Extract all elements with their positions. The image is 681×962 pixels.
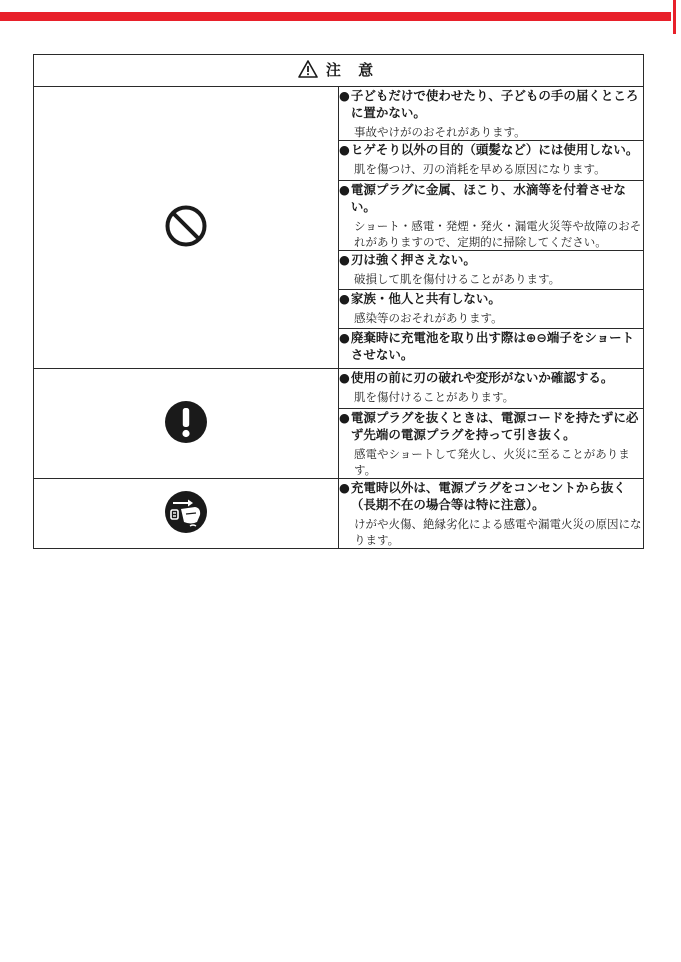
- item-title: 子どもだけで使わせたり、子どもの手の届くところに置かない。: [350, 88, 639, 120]
- unplug-icon: [164, 490, 208, 534]
- bullet-icon: ●: [339, 370, 350, 385]
- item-description: けがや火傷、絶縁劣化による感電や漏電火災の原因になります。: [354, 517, 642, 547]
- item-title: 電源プラグに金属、ほこり、水滴等を付着させない。: [350, 182, 626, 214]
- item-description: 事故やけがのおそれがあります。: [354, 125, 526, 139]
- item-title: ヒゲそり以外の目的（頭髪など）には使用しない。: [350, 142, 639, 157]
- caution-title: 注 意: [325, 60, 380, 79]
- bullet-icon: ●: [339, 410, 350, 425]
- item-description: 肌を傷つけ、刃の消耗を早める原因になります。: [354, 162, 606, 176]
- prohibited-icon-cell: [34, 87, 339, 369]
- bullet-icon: ●: [339, 291, 350, 306]
- item-title: 刃は強く押さえない。: [350, 252, 476, 267]
- bullet-icon: ●: [339, 142, 350, 157]
- caution-header: [34, 55, 644, 87]
- mandatory-exclamation-icon: [164, 400, 208, 444]
- top-red-bar: [0, 12, 671, 21]
- caution-item: [339, 329, 644, 369]
- caution-item: [339, 181, 644, 251]
- unplug-icon-cell: [34, 479, 339, 549]
- prohibited-icon: [164, 204, 208, 248]
- bullet-icon: ●: [339, 480, 350, 495]
- item-title: 廃棄時に充電池を取り出す際は⊕⊖端子をショートさせない。: [350, 330, 635, 362]
- caution-table: [33, 54, 644, 549]
- item-description: 肌を傷付けることがあります。: [354, 390, 515, 404]
- caution-item: [339, 369, 644, 409]
- mandatory-icon-cell: [34, 369, 339, 479]
- caution-item: [339, 87, 644, 141]
- caution-item: [339, 290, 644, 329]
- caution-item: [339, 409, 644, 479]
- bullet-icon: ●: [339, 182, 350, 197]
- item-title: 家族・他人と共有しない。: [350, 291, 501, 306]
- bullet-icon: ●: [339, 252, 350, 267]
- caution-item: [339, 141, 644, 181]
- item-description: 破損して肌を傷付けることがあります。: [354, 272, 561, 286]
- item-description: 感染等のおそれがあります。: [354, 311, 503, 325]
- item-title: 使用の前に刃の破れや変形がないか確認する。: [350, 370, 614, 385]
- bullet-icon: ●: [339, 88, 350, 103]
- bullet-icon: ●: [339, 330, 350, 345]
- caution-item: [339, 251, 644, 290]
- item-description: 感電やショートして発火し、火災に至ることがあります。: [354, 447, 630, 477]
- item-title: 充電時以外は、電源プラグをコンセントから抜く（長期不在の場合等は特に注意）。: [350, 480, 626, 512]
- item-title: 電源プラグを抜くときは、電源コードを持たずに必ず先端の電源プラグを持って引き抜く。: [350, 410, 639, 442]
- edge-red-tick: [673, 0, 676, 34]
- item-description: ショート・感電・発煙・発火・漏電火災等や故障のおそれがありますので、定期的に掃除してください。: [354, 219, 642, 249]
- caution-item: [339, 479, 644, 549]
- warning-triangle-icon: [298, 60, 318, 78]
